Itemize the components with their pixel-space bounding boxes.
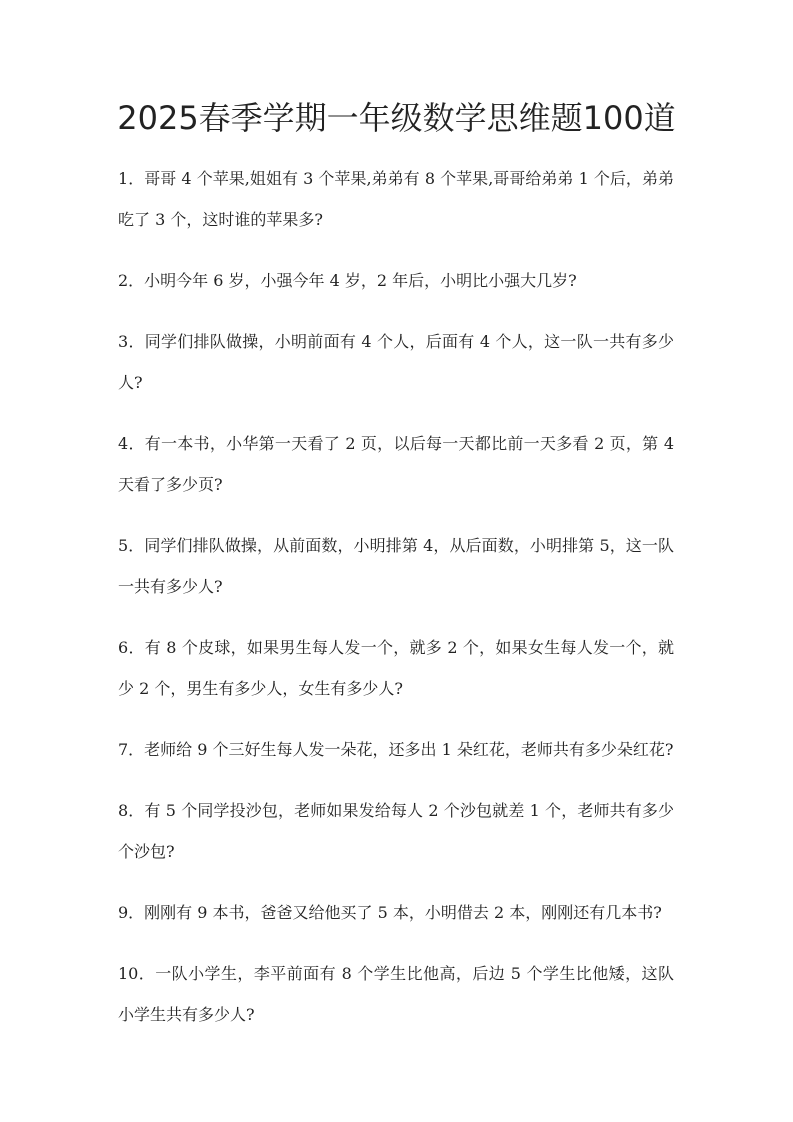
question-text: 6．有 8 个皮球，如果男生每人发一个，就多 2 个，如果女生每人发一个，就少 2 个，男生有多少人，女生有多少人? bbox=[118, 638, 674, 698]
question-text: 9．刚刚有 9 本书，爸爸又给他买了 5 本，小明借去 2 本，刚刚还有几本书? bbox=[118, 903, 662, 922]
question-item bbox=[118, 627, 674, 709]
question-text: 8．有 5 个同学投沙包，老师如果发给每人 2 个沙包就差 1 个，老师共有多少个沙包? bbox=[118, 801, 674, 861]
question-item bbox=[118, 892, 674, 933]
question-item bbox=[118, 321, 674, 403]
question-text: 3．同学们排队做操，小明前面有 4 个人，后面有 4 个人，这一队一共有多少人? bbox=[118, 332, 674, 392]
question-text: 2．小明今年 6 岁，小强今年 4 岁，2 年后，小明比小强大几岁? bbox=[118, 271, 577, 290]
question-item bbox=[118, 158, 674, 240]
question-item bbox=[118, 423, 674, 505]
document-title: 2025春季学期一年级数学思维题100道 bbox=[117, 99, 676, 137]
question-text: 1．哥哥 4 个苹果,姐姐有 3 个苹果,弟弟有 8 个苹果,哥哥给弟弟 1 个后，弟弟吃了 3 个，这时谁的苹果多? bbox=[118, 169, 674, 229]
question-text: 7．老师给 9 个三好生每人发一朵花，还多出 1 朵红花，老师共有多少朵红花? bbox=[118, 740, 674, 759]
question-list bbox=[118, 158, 674, 1055]
question-text: 5．同学们排队做操，从前面数，小明排第 4，从后面数，小明排第 5，这一队一共有多少人? bbox=[118, 536, 674, 596]
question-text: 10．一队小学生，李平前面有 8 个学生比他高，后边 5 个学生比他矮，这队小学生共有多少人? bbox=[118, 964, 674, 1024]
question-item bbox=[118, 525, 674, 607]
question-item bbox=[118, 729, 674, 770]
question-item bbox=[118, 790, 674, 872]
question-text: 4．有一本书，小华第一天看了 2 页，以后每一天都比前一天多看 2 页，第 4 天看了多少页? bbox=[118, 434, 674, 494]
question-item bbox=[118, 260, 674, 301]
question-item bbox=[118, 953, 674, 1035]
